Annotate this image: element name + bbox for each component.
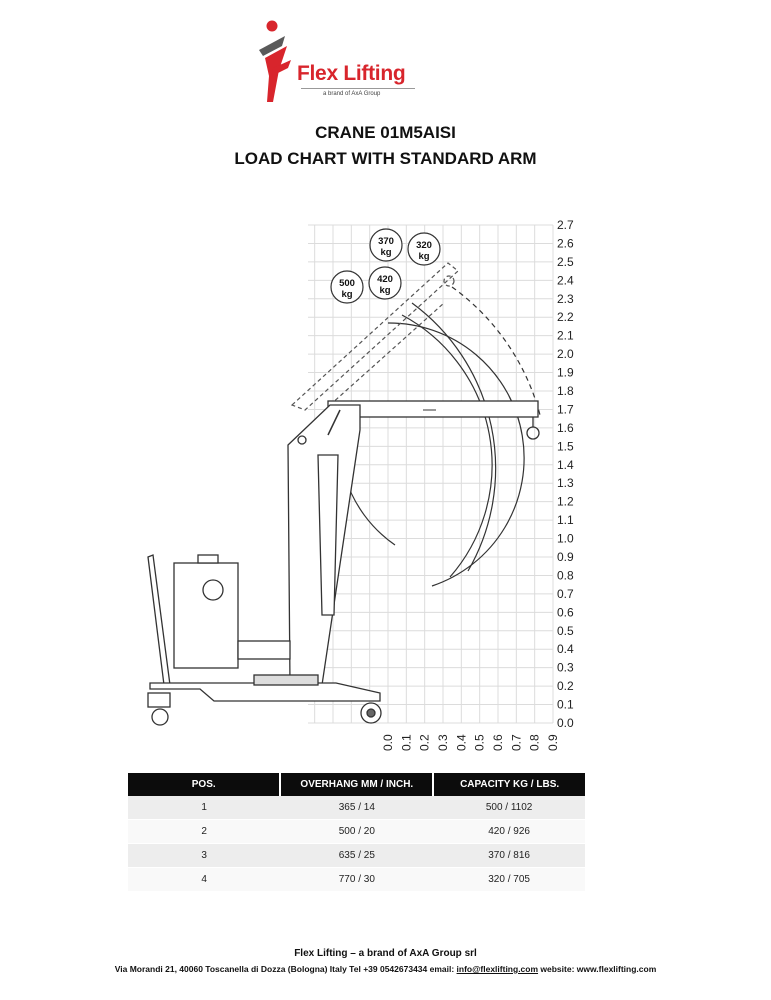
load-bubble	[408, 233, 440, 265]
y-tick-label: 1.9	[557, 365, 574, 380]
cell-capacity: 420 / 926	[433, 820, 585, 844]
load-bubble-value: 500	[339, 278, 355, 289]
x-tick-label: 0.6	[491, 734, 505, 751]
table-row	[128, 844, 585, 868]
load-bubble-unit: kg	[380, 247, 392, 258]
brand-name: Flex Lifting	[297, 62, 406, 85]
y-tick-label: 0.3	[557, 660, 574, 675]
title-line-2: LOAD CHART WITH STANDARD ARM	[234, 149, 537, 168]
battery-box	[174, 563, 238, 668]
title-line-1: CRANE 01M5AISI	[315, 123, 456, 142]
y-tick-label: 1.6	[557, 420, 574, 435]
y-tick-label: 1.2	[557, 494, 574, 509]
load-bubble-value: 370	[378, 236, 394, 247]
load-arc-4	[452, 287, 540, 415]
crane-base	[150, 683, 380, 701]
header-overhang: OVERHANG MM / INCH.	[280, 773, 433, 796]
cell-overhang: 770 / 30	[280, 868, 433, 892]
y-tick-label: 0.7	[557, 586, 574, 601]
load-arc-1	[388, 323, 524, 586]
crane-structure	[148, 401, 539, 725]
x-tick-label: 0.4	[454, 734, 469, 751]
logo-rule	[301, 88, 415, 89]
x-tick-label: 0.8	[527, 734, 542, 751]
cell-capacity: 370 / 816	[433, 844, 585, 868]
y-tick-label: 1.0	[557, 531, 574, 546]
header-pos: POS.	[128, 773, 280, 796]
x-tick-label: 0.9	[546, 734, 560, 751]
y-tick-label: 2.6	[557, 236, 574, 251]
footer-company: Flex Lifting – a brand of AxA Group srl	[294, 948, 477, 959]
push-handle	[148, 555, 170, 685]
x-tick-label: 0.3	[436, 734, 450, 751]
load-chart-svg	[0, 205, 771, 765]
load-bubble-unit: kg	[379, 285, 391, 296]
document-title	[0, 120, 771, 172]
cell-pos: 3	[128, 844, 280, 868]
x-tick-label: 0.7	[509, 734, 524, 751]
y-tick-label: 2.1	[557, 328, 574, 343]
flex-logo-icon	[255, 18, 301, 102]
front-wheel	[152, 709, 168, 725]
x-tick-label: 0.1	[399, 734, 414, 751]
cell-pos: 4	[128, 868, 280, 892]
y-axis-labels	[557, 218, 574, 730]
table-row	[128, 868, 585, 892]
y-tick-label: 2.7	[557, 218, 574, 232]
cell-overhang: 500 / 20	[280, 820, 433, 844]
y-tick-label: 0.0	[557, 716, 574, 730]
load-chart-diagram	[0, 205, 771, 765]
x-tick-label: 0.2	[417, 734, 432, 751]
load-bubble-unit: kg	[418, 251, 430, 262]
load-bubble-unit: kg	[341, 289, 353, 300]
load-bubble	[369, 267, 401, 299]
cell-pos: 1	[128, 796, 280, 820]
y-tick-label: 0.1	[557, 697, 574, 712]
cell-overhang: 635 / 25	[280, 844, 433, 868]
y-tick-label: 1.7	[557, 402, 574, 417]
y-tick-label: 1.4	[557, 457, 574, 472]
brand-tagline: a brand of AxA Group	[323, 91, 381, 97]
header-capacity: CAPACITY KG / LBS.	[433, 773, 585, 796]
y-tick-label: 1.5	[557, 439, 574, 454]
y-tick-label: 1.3	[557, 476, 574, 491]
y-tick-label: 2.2	[557, 310, 574, 325]
y-tick-label: 2.0	[557, 347, 574, 362]
y-tick-label: 0.6	[557, 605, 574, 620]
cell-capacity: 500 / 1102	[433, 796, 585, 820]
y-tick-label: 2.4	[557, 273, 574, 288]
y-tick-label: 2.5	[557, 254, 574, 269]
y-tick-label: 2.3	[557, 291, 574, 306]
table-header-row	[128, 773, 585, 796]
load-bubbles	[331, 229, 440, 303]
cell-pos: 2	[128, 820, 280, 844]
y-tick-label: 0.5	[557, 623, 574, 638]
load-bubble	[370, 229, 402, 261]
brand-logo	[255, 18, 425, 104]
cell-capacity: 320 / 705	[433, 868, 585, 892]
x-tick-label: 0.0	[381, 734, 395, 751]
footer-website-link[interactable]: www.flexlifting.com	[576, 964, 657, 974]
footer-website-label: website:	[538, 964, 577, 974]
hydraulic-cylinder	[318, 455, 338, 615]
load-bubble-value: 420	[377, 274, 393, 285]
table-row	[128, 820, 585, 844]
load-bubble-value: 320	[416, 240, 432, 251]
load-bubble	[331, 271, 363, 303]
capacity-table	[128, 773, 585, 892]
y-tick-label: 1.8	[557, 384, 574, 398]
x-tick-label: 0.5	[472, 734, 487, 751]
y-tick-label: 0.8	[557, 568, 574, 583]
footer-email-link[interactable]: info@flexlifting.com	[456, 964, 539, 974]
y-tick-label: 0.2	[557, 679, 574, 694]
y-tick-label: 0.9	[557, 550, 574, 564]
y-tick-label: 1.1	[557, 513, 574, 528]
y-tick-label: 0.4	[557, 642, 574, 657]
cell-overhang: 365 / 14	[280, 796, 433, 820]
footer-address: Via Morandi 21, 40060 Toscanella di Dozza (Bologna) Italy Tel +39 0542673434 email:	[114, 964, 457, 974]
footer-contact	[0, 964, 771, 974]
x-axis-labels	[381, 734, 560, 751]
table-row	[128, 796, 585, 820]
